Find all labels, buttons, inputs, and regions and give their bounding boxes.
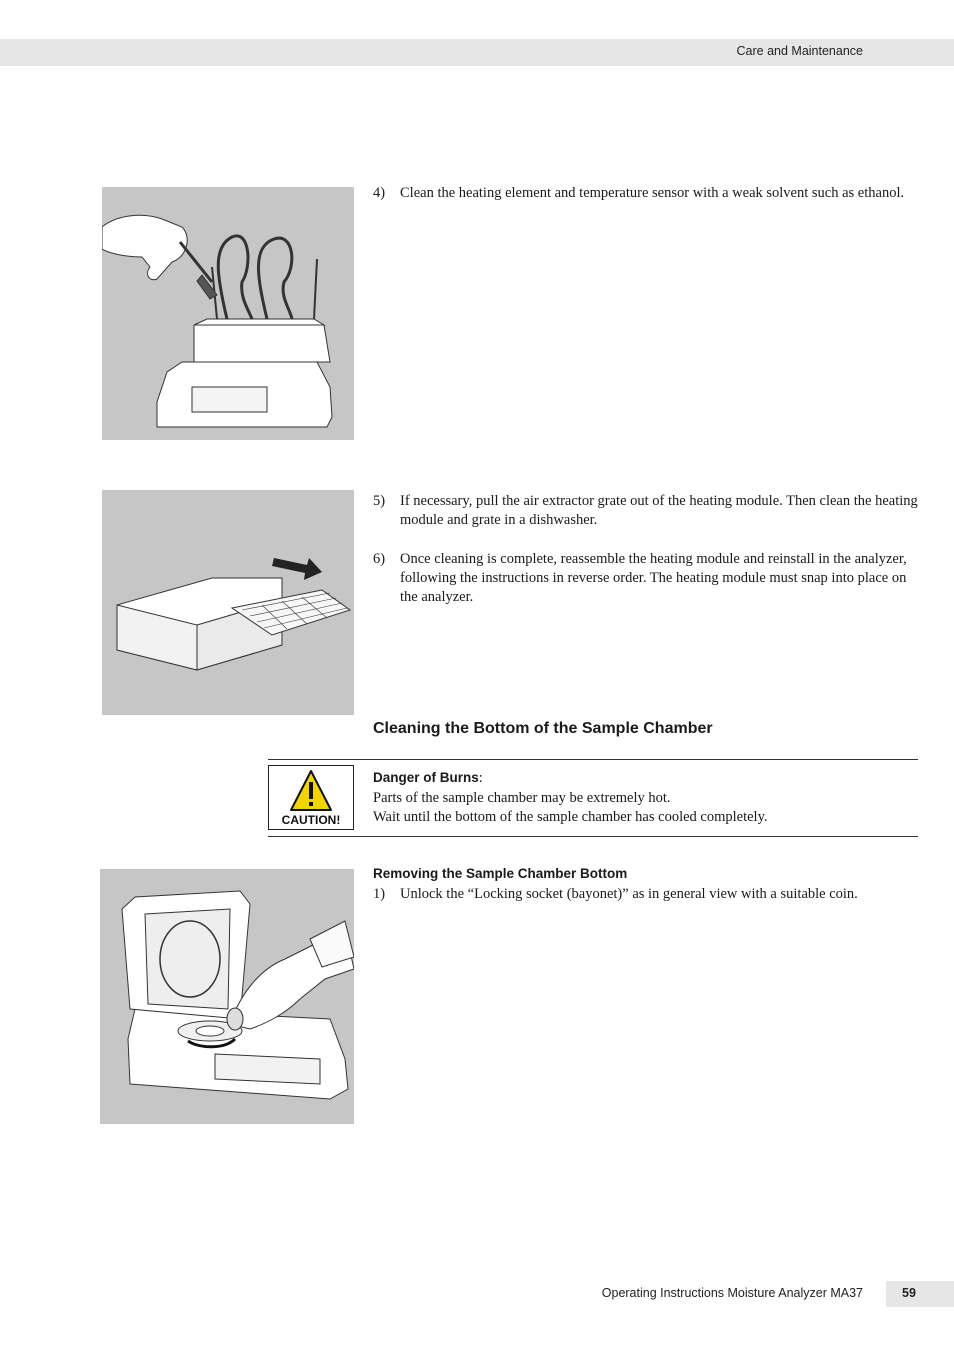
step-number: 1) xyxy=(373,886,386,902)
caution-title: Danger of Burns xyxy=(373,770,479,785)
warning-triangle-icon xyxy=(269,768,353,816)
removing-heading: Removing the Sample Chamber Bottom xyxy=(373,866,628,881)
step-number: 6) xyxy=(373,551,386,567)
figure-remove-grate xyxy=(102,490,354,715)
step-6 xyxy=(373,550,918,607)
figure-unlock-bayonet xyxy=(100,869,354,1124)
header-section-title: Care and Maintenance xyxy=(736,44,863,58)
step-text: If necessary, pull the air extractor grate out of the heating module. Then clean the heating module and grate in a dishwasher. xyxy=(400,493,918,528)
caution-line-2: Wait until the bottom of the sample chamber has cooled completely. xyxy=(373,809,768,825)
figure-clean-heating-element xyxy=(102,187,354,440)
caution-text xyxy=(373,768,918,828)
footer-title: Operating Instructions Moisture Analyzer MA37 xyxy=(601,1286,863,1300)
page-number: 59 xyxy=(902,1286,916,1300)
grate-illustration xyxy=(102,490,354,715)
caution-top-rule xyxy=(268,759,918,760)
caution-colon: : xyxy=(478,770,483,786)
step-text: Unlock the “Locking socket (bayonet)” as in general view with a suitable coin. xyxy=(400,886,858,902)
step-5 xyxy=(373,492,918,530)
step-4 xyxy=(373,184,918,203)
running-header xyxy=(0,39,954,66)
step-text: Once cleaning is complete, reassemble the heating module and reinstall in the analyzer, following the instructions in reverse order. The heating module must snap into place on the analyzer. xyxy=(400,551,907,605)
caution-line-1: Parts of the sample chamber may be extremely hot. xyxy=(373,789,671,806)
heating-element-illustration xyxy=(102,187,354,440)
step-number: 5) xyxy=(373,493,386,509)
caution-bottom-rule xyxy=(268,836,918,837)
caution-label: CAUTION! xyxy=(281,813,341,827)
removing-step-1 xyxy=(373,885,918,904)
caution-box xyxy=(268,765,354,830)
arrow-right-icon xyxy=(272,558,322,580)
step-text: Clean the heating element and temperature sensor with a weak solvent such as ethanol. xyxy=(400,185,905,201)
page-number-box xyxy=(886,1281,954,1307)
section-title: Cleaning the Bottom of the Sample Chamber xyxy=(373,720,713,737)
step-number: 4) xyxy=(373,185,386,201)
bayonet-illustration xyxy=(100,869,354,1124)
